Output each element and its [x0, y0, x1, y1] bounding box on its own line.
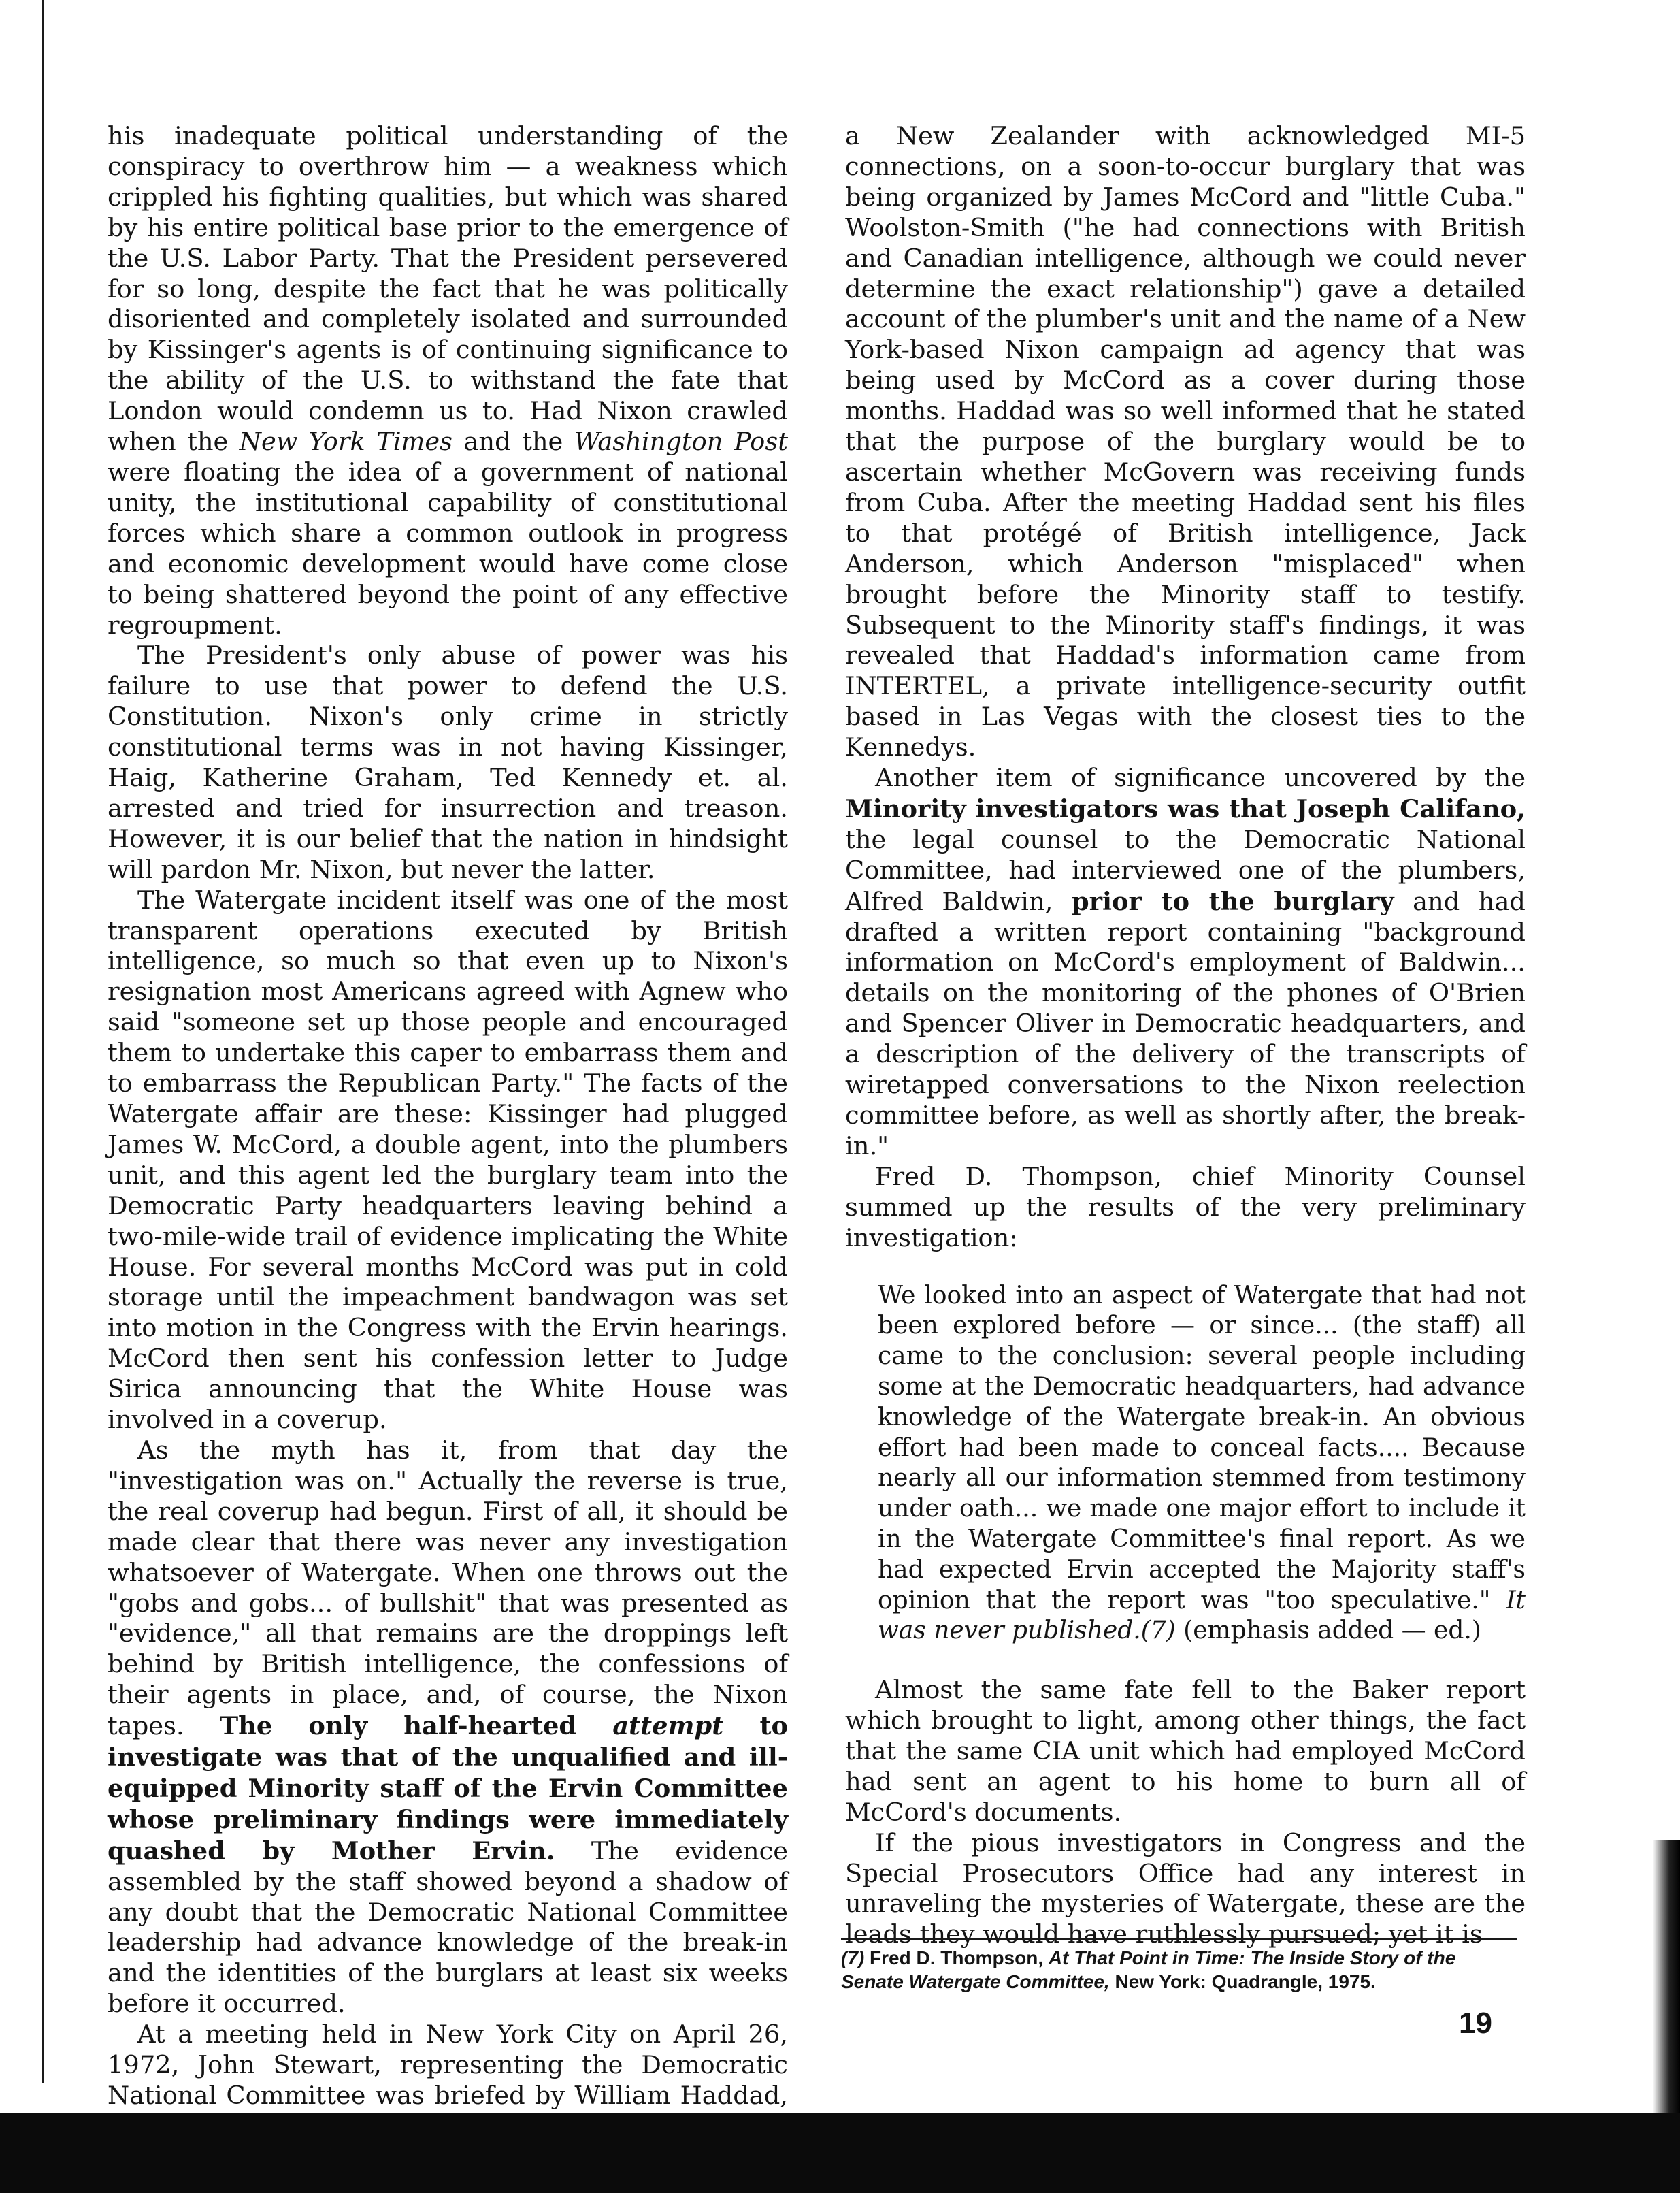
scan-shadow: [1653, 1840, 1680, 2113]
paragraph: If the pious investigators in Congress and the Special Prosecutors Office had any interest in unraveling the mysteries of Watergate, these are the leads they would have ruthlessly pursued; yet it is: [845, 1828, 1526, 1949]
paragraph: As the myth has it, from that day the "investigation was on." Actually the reverse is true, the real coverup had begun. First of all, it should be made clear that there was never any investigation whatsoever of Watergate. When one throws out the "gobs and gobs... of bullshit" that was presented as "evidence," all that remains are the droppings left behind by British intelligence, the confessions of their agents in place, and, of course, the Nixon tapes. The only half-hearted attempt to investigate was that of the unqualified and ill-equipped Minority staff of the Ervin Committee whose preliminary findings were immediately quashed by Mother Ervin. The evidence assembled by the staff showed beyond a shadow of any doubt that the Democratic National Committee leadership had advance knowledge of the break-in and the identities of the burglars at least six weeks before it occurred.: [108, 1435, 788, 2019]
footnote-title: At That Point in Time: The Inside Story of the Senate Watergate Committee,: [841, 1947, 1456, 1992]
paragraph: Another item of significance uncovered by the Minority investigators was that Joseph Califano, the legal counsel to the Democratic National Committee, had interviewed one of the plumbers, Alfred Baldwin, prior to the burglary and had drafted a written report containing "background information on McCord's employment of Baldwin... details on the monitoring of the phones of O'Brien and Spencer Oliver in Democratic headquarters, and a description of the delivery of the transcripts of wiretapped conversations to the Nixon reelection committee before, as well as shortly after, the break-in.": [845, 763, 1526, 1160]
paragraph: Fred D. Thompson, chief Minority Counsel summed up the results of the very preliminary investigation:: [845, 1161, 1526, 1252]
page-edge: [42, 0, 44, 2083]
block-quote: We looked into an aspect of Watergate that had not been explored before — or since... (the staff) all came to the conclusion: several people including some at the Democratic headquarters, had advance knowledge of the Watergate break-in. An obvious effort had been made to conceal facts.... Because nearly all our information stemmed from testimony under oath... we made one major effort to include it in the Watergate Committee's final report. As we had expected Ervin accepted the Majority staff's opinion that the report was "too speculative." It was never published.(7) (emphasis added — ed.): [878, 1281, 1526, 1645]
paragraph: his inadequate political understanding of the conspiracy to overthrow him — a weakness which crippled his fighting qualities, but which was shared by his entire political base prior to the emergence of the U.S. Labor Party. That the President persevered for so long, despite the fact that he was politically disoriented and completely isolated and surrounded by Kissinger's agents is of continuing significance to the ability of the U.S. to withstand the fate that London would condemn us to. Had Nixon crawled when the New York Times and the Washington Post were floating the idea of a government of national unity, the institutional capability of constitutional forces which share a common outlook in progress and economic development would have come close to being shattered beyond the point of any effective regroupment.: [108, 121, 789, 640]
right-column: [845, 121, 1526, 1950]
footnote: (7) Fred D. Thompson, At That Point in Time: The Inside Story of the Senate Watergate Committee, New York: Quadrangle, 1975.: [841, 1938, 1517, 1994]
footnote-marker: (7): [841, 1947, 865, 1968]
paragraph: The President's only abuse of power was his failure to use that power to defend the U.S. Constitution. Nixon's only crime in strictly constitutional terms was in not having Kissinger, Haig, Katherine Graham, Ted Kennedy et. al. arrested and tried for insurrection and treason. However, it is our belief that the nation in hindsight will pardon Mr. Nixon, but never the latter.: [108, 640, 788, 884]
paragraph: The Watergate incident itself was one of the most transparent operations executed by British intelligence, so much so that even up to Nixon's resignation most Americans agreed with Agnew who said "someone set up those people and encouraged them to undertake this caper to embarrass them and to embarrass the Republican Party." The facts of the Watergate affair are these: Kissinger had plugged James W. McCord, a double agent, into the plumbers unit, and this agent led the burglary team into the Democratic Party headquarters leaving behind a two-mile-wide trail of evidence implicating the White House. For several months McCord was put in cold storage until the impeachment bandwagon was set into motion in the Congress with the Ervin hearings. McCord then sent his confession letter to Judge Sirica announcing that the White House was involved in a coverup.: [108, 885, 788, 1435]
paragraph: a New Zealander with acknowledged MI-5 connections, on a soon-to-occur burglary that was being organized by James McCord and "little Cuba." Woolston-Smith ("he had connections with British and Canadian intelligence, although we could never determine the exact relationship") gave a detailed account of the plumber's unit and the name of a New York-based Nixon campaign ad agency that was being used by McCord as a cover during those months. Haddad was so well informed that he stated that the purpose of the burglary would be to ascertain whether McGovern was receiving funds from Cuba. After the meeting Haddad sent his files to that protégé of British intelligence, Jack Anderson, which Anderson "misplaced" when brought before the Minority staff to testify. Subsequent to the Minority staff's findings, it was revealed that Haddad's information came from INTERTEL, a private intelligence-security outfit based in Las Vegas with the closest ties to the Kennedys.: [845, 121, 1526, 762]
paragraph: Almost the same fate fell to the Baker report which brought to light, among other things, the fact that the same CIA unit which had employed McCord had sent an agent to his home to burn all of McCord's documents.: [845, 1675, 1526, 1827]
scan-border: [0, 2113, 1680, 2193]
paragraph: At a meeting held in New York City on April 26, 1972, John Stewart, representing the Democratic National Committee was briefed by William Haddad,: [108, 2019, 788, 2110]
page-number: 19: [1459, 2007, 1492, 2040]
left-column: [108, 121, 788, 2173]
